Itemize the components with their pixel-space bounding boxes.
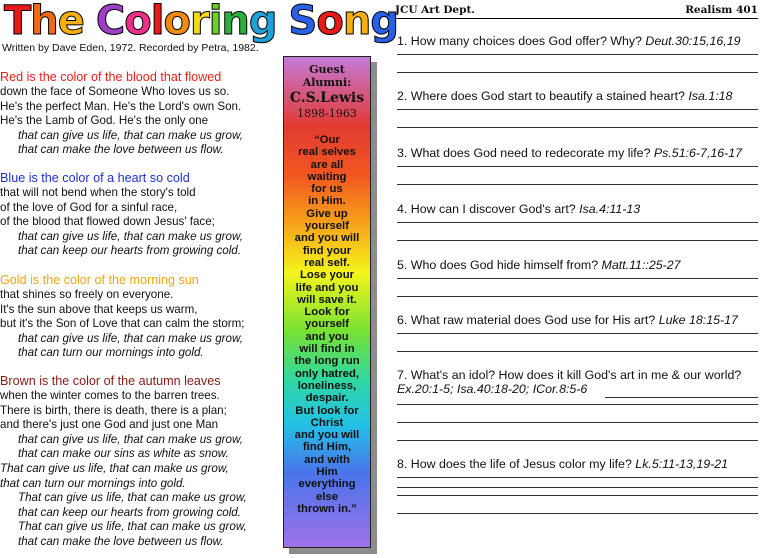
lyric-line: of the blood that flowed down Jesus' face;: [0, 215, 215, 229]
answer-line[interactable]: [397, 440, 758, 441]
answer-line[interactable]: [605, 397, 758, 398]
title-letter: [84, 0, 96, 44]
question-text: 8. How does the life of Jesus color my life?: [397, 457, 636, 471]
scripture-reference: Lk.5:11-13,19-21: [635, 457, 729, 471]
lyric-line: He's the perfect Man. He's the Lord's own Son.: [0, 99, 242, 113]
scripture-reference: Isa.1:18: [688, 89, 733, 103]
lyric-line: that can give us life, that can make us grow,: [18, 229, 243, 243]
quote-line: real self.: [304, 256, 350, 269]
quote-line: the long run: [294, 355, 360, 368]
title-letter: i: [208, 0, 222, 44]
question-text: 6. What raw material does God use for His art?: [397, 313, 659, 327]
question: [397, 258, 759, 272]
lyric-line: That can give us life, that can make us grow,: [18, 491, 247, 505]
quote-line: But look for: [295, 404, 359, 417]
title-letter: C: [95, 0, 125, 44]
stanza-heading: Gold is the color of the morning sun: [0, 273, 199, 287]
stanza: [0, 374, 282, 550]
title-letter: [277, 0, 289, 44]
question: [397, 146, 759, 160]
answer-line[interactable]: [397, 513, 758, 514]
question-text: 5. Who does God hide himself from?: [397, 258, 602, 272]
quote-line: yourself: [305, 220, 349, 233]
quote-line: are all: [310, 158, 344, 171]
title-letter: g: [370, 0, 398, 44]
quote-line: Look for: [304, 306, 350, 319]
lyric-line: of the love of God for a sinful race,: [0, 200, 178, 214]
lyric-line: That can give us life, that can make us grow,: [18, 520, 247, 534]
lyric-line: that can turn our mornings into gold.: [18, 346, 204, 360]
stanza: [0, 171, 282, 259]
quote-line: find Him,: [302, 441, 352, 454]
quote-line: Give up: [306, 207, 348, 220]
lyric-line: that can make the love between us flow.: [18, 143, 224, 157]
answer-line[interactable]: [397, 495, 758, 496]
scripture-reference: Luke 18:15-17: [658, 313, 738, 327]
author-quote: [286, 134, 368, 515]
quote-line: only hatred,: [294, 367, 360, 380]
scripture-reference: Ps.51:6-7,16-17: [653, 146, 743, 160]
course-label: Realism 401: [685, 4, 758, 16]
title-letter: o: [124, 0, 151, 44]
author-years: 1898-1963: [297, 107, 357, 120]
lyric-line: that can make the love between us flow.: [18, 534, 224, 548]
quote-line: and with: [304, 453, 350, 466]
worksheet-header: [395, 4, 758, 19]
question-text: 3. What does God need to redecorate my life?: [397, 146, 654, 160]
scripture-reference: Isa.4:11-13: [579, 202, 641, 216]
title-letter: g: [248, 0, 277, 44]
lyric-line: that can make our sins as white as snow.: [18, 447, 229, 461]
stanza-heading: Brown is the color of the autumn leaves: [0, 374, 221, 388]
quote-line: will save it.: [297, 293, 357, 306]
scripture-reference: Matt.11::25-27: [601, 258, 681, 272]
answer-line[interactable]: [397, 422, 758, 423]
answer-line[interactable]: [397, 278, 758, 279]
lyric-line: that can keep our hearts from growing cold.: [18, 505, 241, 519]
question: [397, 89, 759, 103]
stanza-heading: Blue is the color of a heart so cold: [0, 171, 190, 185]
answer-line[interactable]: [397, 166, 758, 167]
answer-line[interactable]: [397, 54, 758, 55]
quote-line: waiting: [307, 170, 347, 183]
question: [397, 313, 759, 327]
title-letter: T: [4, 0, 31, 44]
question-text: 1. How many choices does God offer? Why?: [397, 34, 646, 48]
lyric-line: It's the sun above that keeps us warm,: [0, 302, 198, 316]
question-text: 2. Where does God start to beautify a stained heart?: [397, 89, 689, 103]
title-letter: n: [221, 0, 249, 44]
title-letter: l: [150, 0, 164, 44]
stanza-heading: Red is the color of the blood that flowed: [0, 70, 222, 84]
scripture-reference: Deut.30:15,16,19: [645, 34, 741, 48]
quote-line: “Our: [314, 134, 340, 146]
title-letter: n: [342, 0, 371, 44]
quote-line: Him: [316, 466, 338, 479]
answer-line[interactable]: [397, 477, 758, 478]
answer-line[interactable]: [397, 72, 758, 73]
question: [397, 202, 759, 216]
lyric-line: That can give us life, that can make us grow,: [0, 461, 229, 475]
quote-line: for us: [311, 183, 343, 196]
stanza: [0, 273, 282, 361]
quote-line: in Him.: [308, 195, 346, 208]
lyric-line: but it's the Son of Love that can calm the storm;: [0, 317, 245, 331]
lyric-line: that shines so freely on everyone.: [0, 288, 174, 301]
title-letter: e: [57, 0, 84, 44]
answer-line[interactable]: [397, 296, 758, 297]
guest-alumni-bookmark: [283, 56, 371, 548]
quote-line: Christ: [310, 416, 344, 429]
lyric-line: and there's just one God and just one Man: [0, 418, 219, 432]
answer-line[interactable]: [397, 351, 758, 352]
department-label: JCU Art Dept.: [395, 4, 475, 16]
quote-line: real selves: [298, 146, 356, 159]
lyric-line: when the winter comes to the barren trees.: [0, 389, 220, 402]
title-letter: o: [316, 0, 343, 44]
bookmark-label: Guest Alumni:: [302, 63, 352, 89]
title-letter: o: [163, 0, 190, 44]
quote-line: will find in: [299, 343, 355, 356]
quote-line: else: [316, 490, 338, 503]
lyric-line: that can turn our mornings into gold.: [0, 476, 186, 490]
answer-line[interactable]: [397, 333, 758, 334]
title-letter: r: [189, 0, 209, 44]
quote-line: Lose your: [300, 269, 354, 282]
quote-line: and you will: [294, 429, 360, 442]
lyric-line: He's the Lamb of God. He's the only one: [0, 114, 209, 128]
quote-line: yourself: [305, 318, 349, 331]
answer-line[interactable]: [397, 222, 758, 223]
quote-line: and you will: [294, 232, 360, 245]
answer-line[interactable]: [397, 109, 758, 110]
lyric-line: There is birth, there is death, there is a plan;: [0, 403, 227, 417]
question: [397, 368, 759, 396]
title-letter: S: [288, 0, 317, 44]
question-text: 4. How can I discover God's art?: [397, 202, 580, 216]
lyric-line: that will not bend when the story's told: [0, 186, 196, 199]
song-credit: Written by Dave Eden, 1972. Recorded by Petra, 1982.: [2, 42, 259, 54]
lyric-line: down the face of Someone Who loves us so.: [0, 85, 230, 98]
question: [397, 457, 759, 471]
answer-line[interactable]: [397, 404, 758, 405]
quote-line: find your: [302, 244, 352, 257]
lyric-line: that can give us life, that can make us grow,: [18, 432, 243, 446]
author-name: C.S.Lewis: [289, 90, 365, 106]
lyric-line: that can give us life, that can make us grow,: [18, 128, 243, 142]
quote-line: loneliness,: [297, 379, 357, 392]
question: [397, 34, 759, 48]
quote-line: and you: [305, 330, 349, 343]
quote-line: despair.: [305, 392, 349, 405]
lyric-line: that can give us life, that can make us grow,: [18, 331, 243, 345]
worksheet: [395, 0, 760, 558]
stanza: [0, 70, 282, 158]
quote-line: everything: [298, 478, 356, 491]
quote-line: thrown in.”: [297, 502, 357, 515]
answer-line[interactable]: [397, 240, 758, 241]
quote-line: life and you: [295, 281, 359, 294]
answer-line[interactable]: [397, 127, 758, 128]
answer-line[interactable]: [397, 487, 758, 488]
question-text: 7. What's an idol? How does it kill God's art in me & our world?: [397, 368, 742, 382]
answer-line[interactable]: [397, 184, 758, 185]
scripture-reference: Ex.20:1-5; Isa.40:18-20; ICor.8:5-6: [397, 382, 588, 396]
song-title: [4, 0, 398, 44]
title-letter: h: [30, 0, 58, 44]
lyric-line: that can keep our hearts from growing cold.: [18, 244, 241, 258]
